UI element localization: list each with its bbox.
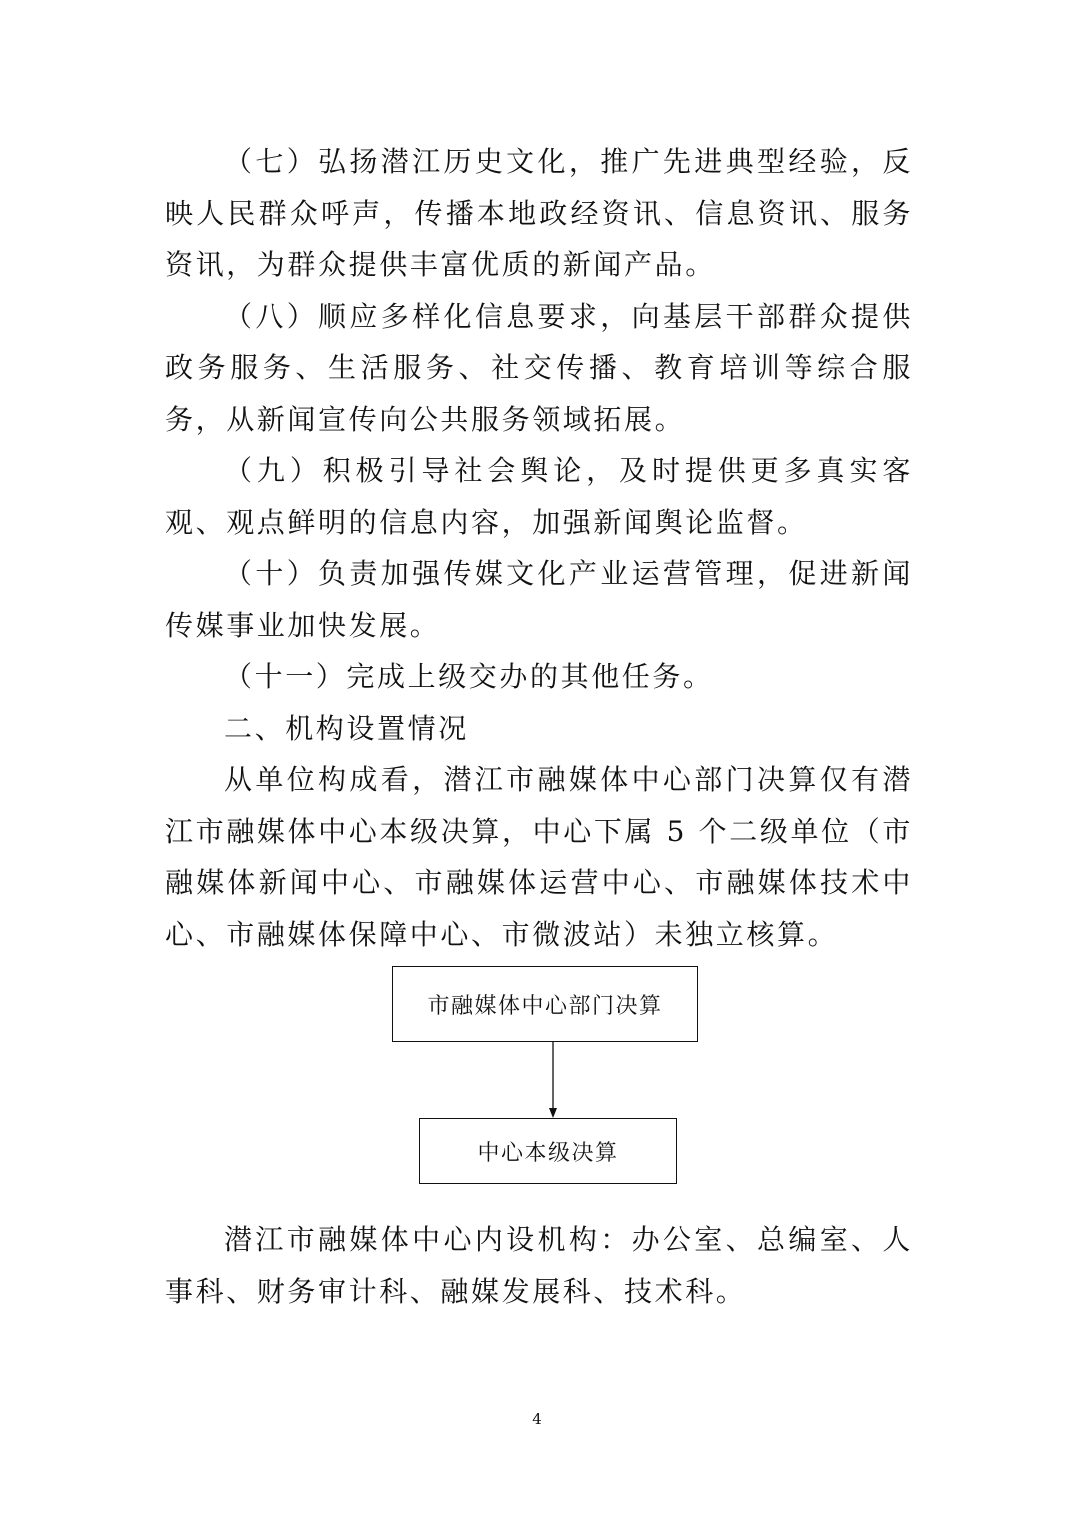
paragraph-8: （八）顺应多样化信息要求，向基层干部群众提供政务服务、生活服务、社交传播、教育培训等综合服务，从新闻宣传向公共服务领域拓展。: [165, 299, 913, 436]
org-chart-top-label: 市融媒体中心部门决算: [427, 993, 663, 1019]
paragraph-11: （十一）完成上级交办的其他任务。: [224, 660, 714, 693]
paragraph-7: （七）弘扬潜江历史文化，推广先进典型经验，反映人民群众呼声，传播本地政经资讯、信息资讯、服务资讯，为群众提供丰富优质的新闻产品。: [165, 145, 913, 281]
closing-paragraph: 潜江市融媒体中心内设机构：办公室、总编室、人事科、财务审计科、融媒发展科、技术科。: [165, 1223, 913, 1308]
org-chart-bottom-label: 中心本级决算: [477, 1140, 619, 1166]
section-paragraph: 从单位构成看，潜江市融媒体中心部门决算仅有潜江市融媒体中心本级决算，中心下属 5 个二级单位（市融媒体新闻中心、市融媒体运营中心、市融媒体技术中心、市融媒体保障中心、市微波站）未独立核算。: [165, 763, 913, 951]
org-chart-bottom-box: [419, 1118, 677, 1184]
body-text-lower: [165, 1214, 913, 1317]
arrow-head-icon: [549, 1108, 557, 1118]
paragraph-9: （九）积极引导社会舆论，及时提供更多真实客观、观点鲜明的信息内容，加强新闻舆论监督。: [165, 454, 913, 539]
section-heading: 二、机构设置情况: [224, 711, 469, 745]
paragraph-10: （十）负责加强传媒文化产业运营管理，促进新闻传媒事业加快发展。: [165, 557, 913, 642]
page-number: 4: [532, 1410, 542, 1428]
